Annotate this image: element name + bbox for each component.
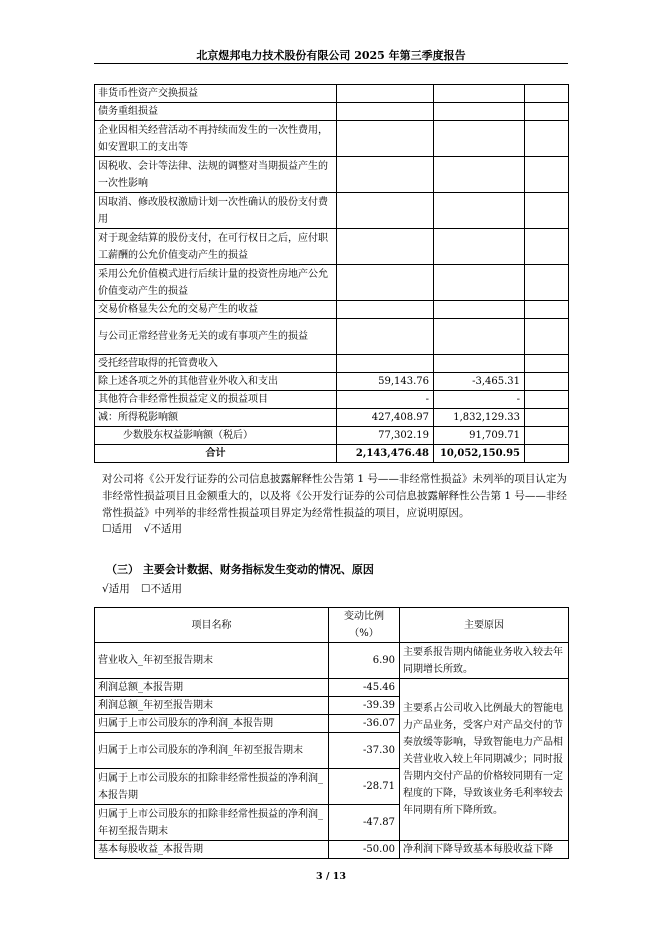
table-row — [95, 409, 569, 427]
row-item: 基本每股收益_本报告期 — [95, 841, 329, 859]
row-value-current — [337, 157, 434, 193]
option-not-applicable: √不适用 — [143, 523, 182, 535]
row-value-current: - — [337, 391, 434, 409]
header-item: 项目名称 — [95, 608, 329, 643]
row-note — [525, 103, 569, 121]
row-value-ytd — [434, 319, 525, 355]
non-recurring-gains-table — [94, 84, 569, 463]
row-label: 因取消、修改股权激励计划一次性确认的股份支付费用 — [95, 193, 337, 229]
option-not-applicable: ☐不适用 — [141, 583, 182, 595]
row-value-ytd — [434, 103, 525, 121]
row-value-ytd — [434, 85, 525, 103]
row-ratio: -37.30 — [329, 733, 400, 769]
option-applicable: √适用 — [102, 583, 130, 595]
row-label: 债务重组损益 — [95, 103, 337, 121]
table-row — [95, 319, 569, 355]
total-value-current: 2,143,476.48 — [337, 445, 434, 463]
row-note — [525, 409, 569, 427]
total-value-ytd: 10,052,150.95 — [434, 445, 525, 463]
row-note — [525, 229, 569, 265]
row-value-current: 77,302.19 — [337, 427, 434, 445]
header-rule — [94, 63, 568, 64]
row-note — [525, 373, 569, 391]
header-ratio: 变动比例（%） — [329, 608, 400, 643]
row-value-current — [337, 85, 434, 103]
row-ratio: -36.07 — [329, 715, 400, 733]
table-row — [95, 301, 569, 319]
row-value-current — [337, 265, 434, 301]
row-value-current — [337, 229, 434, 265]
table-row — [95, 679, 569, 697]
row-note — [525, 319, 569, 355]
row-label: 交易价格显失公允的交易产生的收益 — [95, 301, 337, 319]
row-item: 归属于上市公司股东的扣除非经常性损益的净利润_本报告期 — [95, 769, 329, 805]
row-label: 对于现金结算的股份支付，在可行权日之后，应付职工薪酬的公允价值变动产生的损益 — [95, 229, 337, 265]
row-item: 归属于上市公司股东的扣除非经常性损益的净利润_年初至报告期末 — [95, 805, 329, 841]
row-value-current — [337, 301, 434, 319]
row-value-ytd — [434, 355, 525, 373]
row-ratio: -28.71 — [329, 769, 400, 805]
row-reason: 主要系占公司收入比例最大的智能电力产品业务，受客户对产品交付的节奏放缓等影响，导致智能电力产品相关营业收入较上年同期减少；同时报告期内交付产品的价格较同期有一定程度的下降，导致该业务毛利率较去年同期有所下降所致。 — [400, 679, 569, 841]
section-title: （三） 主要会计数据、财务指标发生变动的情况、原因 — [106, 563, 374, 576]
row-label: 与公司正常经营业务无关的或有事项产生的损益 — [95, 319, 337, 355]
row-note — [525, 301, 569, 319]
row-label: 除上述各项之外的其他营业外收入和支出 — [95, 373, 337, 391]
row-item: 归属于上市公司股东的净利润_年初至报告期末 — [95, 733, 329, 769]
table-row — [95, 841, 569, 859]
non-recurring-note: 对公司将《公开发行证券的公司信息披露解释性公告第 1 号——非经常性损益》未列举的项目认定为非经常性损益项目且金额重大的，以及将《公开发行证券的公司信息披露解释性公告第 1 号——非经常性损益》中列举的非经常性损益项目界定为经常性损益的项目，应说明原因。 — [102, 473, 567, 519]
change-reasons-table — [94, 607, 569, 859]
row-note — [525, 265, 569, 301]
note-choice — [102, 521, 570, 538]
report-header: 北京煜邦电力技术股份有限公司 2025 年第三季度报告 — [196, 49, 466, 62]
table-row — [95, 391, 569, 409]
row-value-current — [337, 355, 434, 373]
row-note — [525, 427, 569, 445]
row-label: 其他符合非经常性损益定义的损益项目 — [95, 391, 337, 409]
row-value-ytd — [434, 193, 525, 229]
total-label: 合计 — [95, 445, 337, 463]
row-value-ytd: 1,832,129.33 — [434, 409, 525, 427]
row-value-current — [337, 103, 434, 121]
row-ratio: -47.87 — [329, 805, 400, 841]
row-ratio: 6.90 — [329, 643, 400, 679]
row-note — [525, 85, 569, 103]
row-ratio: -50.00 — [329, 841, 400, 859]
header-reason: 主要原因 — [400, 608, 569, 643]
row-item: 利润总额_年初至报告期末 — [95, 697, 329, 715]
row-value-ytd: 91,709.71 — [434, 427, 525, 445]
table-row — [95, 103, 569, 121]
row-label: 受托经营取得的托管费收入 — [95, 355, 337, 373]
row-reason: 净利润下降导致基本每股收益下降 — [400, 841, 569, 859]
row-value-current — [337, 121, 434, 157]
row-note — [525, 391, 569, 409]
row-item: 归属于上市公司股东的净利润_本报告期 — [95, 715, 329, 733]
total-row — [95, 445, 569, 463]
table-row — [95, 121, 569, 157]
row-value-ytd: -3,465.31 — [434, 373, 525, 391]
page-number: 3 / 13 — [316, 871, 346, 882]
row-label: 非货币性资产交换损益 — [95, 85, 337, 103]
section-choice — [102, 581, 570, 598]
row-value-current: 59,143.76 — [337, 373, 434, 391]
row-ratio: -39.39 — [329, 697, 400, 715]
row-note — [525, 157, 569, 193]
table-row — [95, 229, 569, 265]
row-value-ytd — [434, 121, 525, 157]
row-value-current — [337, 193, 434, 229]
row-note — [525, 445, 569, 463]
row-item: 营业收入_年初至报告期末 — [95, 643, 329, 679]
table-row — [95, 193, 569, 229]
row-label: 减：所得税影响额 — [95, 409, 337, 427]
table-row — [95, 373, 569, 391]
row-value-ytd: - — [434, 391, 525, 409]
row-value-ytd — [434, 301, 525, 319]
row-label: 采用公允价值模式进行后续计量的投资性房地产公允价值变动产生的损益 — [95, 265, 337, 301]
option-applicable: ☐适用 — [102, 523, 133, 535]
row-value-current: 427,408.97 — [337, 409, 434, 427]
row-label: 因税收、会计等法律、法规的调整对当期损益产生的一次性影响 — [95, 157, 337, 193]
row-value-ytd — [434, 157, 525, 193]
table-row — [95, 265, 569, 301]
row-label: 少数股东权益影响额（税后） — [95, 427, 337, 445]
row-ratio: -45.46 — [329, 679, 400, 697]
table-row — [95, 85, 569, 103]
row-value-current — [337, 319, 434, 355]
table-header-row — [95, 608, 569, 643]
table-row — [95, 157, 569, 193]
row-reason: 主要系报告期内储能业务收入较去年同期增长所致。 — [400, 643, 569, 679]
table-row — [95, 355, 569, 373]
table-row — [95, 427, 569, 445]
row-note — [525, 193, 569, 229]
row-item: 利润总额_本报告期 — [95, 679, 329, 697]
row-note — [525, 355, 569, 373]
row-value-ytd — [434, 265, 525, 301]
table-row — [95, 643, 569, 679]
row-value-ytd — [434, 229, 525, 265]
row-label: 企业因相关经营活动不再持续而发生的一次性费用，如安置职工的支出等 — [95, 121, 337, 157]
row-note — [525, 121, 569, 157]
